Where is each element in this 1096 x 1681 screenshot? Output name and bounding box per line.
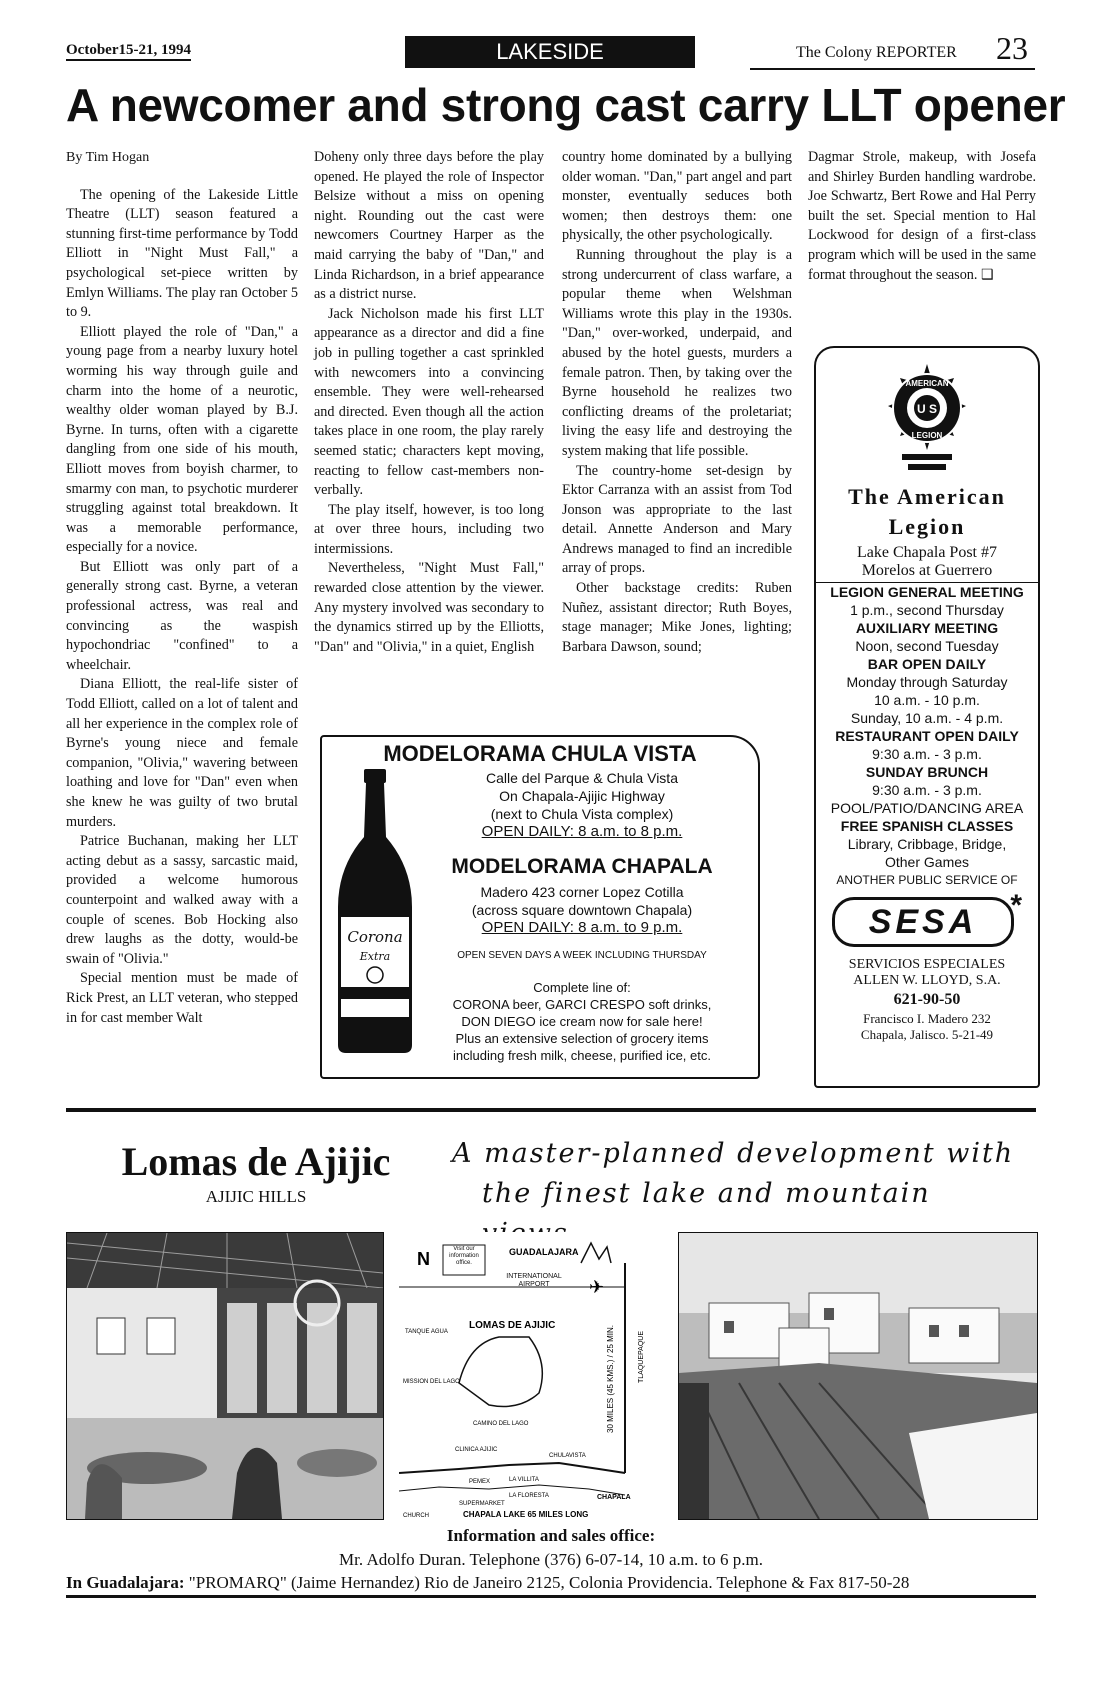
legion-item-title: LEGION GENERAL MEETING [816,582,1038,601]
map-camino-label: CAMINO DEL LAGO [473,1421,529,1427]
address-line: Calle del Parque & Chula Vista [486,770,678,786]
map-lake-label: CHAPALA LAKE 65 MILES LONG [463,1510,589,1519]
interior-photo [66,1232,384,1520]
legion-item-detail: Monday through Saturday [846,674,1008,690]
legion-item-detail: 9:30 a.m. - 3 p.m. [872,746,982,762]
company-city: Chapala, Jalisco. 5-21-49 [860,1027,994,1042]
company-phone: 621-90-50 [893,991,961,1008]
info-office-label: Information and sales office: [446,1526,656,1545]
header-rule [750,68,1035,70]
landscape-photo [678,1232,1038,1520]
legion-item-detail: Other Games [884,854,970,870]
american-legion-ad [814,346,1040,1088]
airport-icon: ✈ [589,1277,605,1297]
map-floresta-label: LA FLORESTA [509,1493,549,1499]
legion-post: Lake Chapala Post #7 [857,544,997,561]
legion-item-detail: 9:30 a.m. - 3 p.m. [872,782,982,798]
legion-item-title: BAR OPEN DAILY [867,656,987,672]
tagline-line-2: the finest lake and mountain [482,1178,931,1209]
legion-emblem-icon [862,362,992,482]
corona-bottle-icon [332,767,418,1057]
open-week-line: OPEN SEVEN DAYS A WEEK INCLUDING THURSDAY [457,950,707,961]
legion-item-detail: Sunday, 10 a.m. - 4 p.m. [850,710,1004,726]
legion-item-title: POOL/PATIO/DANCING AREA [830,800,1024,816]
address-line: (next to Chula Vista complex) [490,806,674,822]
map-chulavista-label: CHULAVISTA [549,1453,586,1459]
paragraph: The play itself, however, is too long at over three hours, including two intermissions. [314,501,544,557]
map-lomas-label: LOMAS DE AJIJIC [469,1320,556,1331]
info-office-text: Information and sales office [446,1526,650,1545]
emblem-top-text: AMERICAN [905,379,949,388]
landscape-photo-image [679,1233,1037,1519]
contact-line: Mr. Adolfo Duran. Telephone (376) 6-07-14, 10 a.m. to 6 p.m. [339,1550,763,1569]
paragraph: Doheny only three days before the play opened. He played the role of Inspector Belsize without a miss on opening night. Rounding out the cast were newcomers Courtney Harper as the maid carrying the baby of "Dan," and Linda Richardson, in a brief appearance as a district nurse. [314,149,544,303]
bottle-label-extra: Extra [359,950,391,963]
guadalajara-line [66,1573,1036,1593]
paragraph: The country-home set-design by Ektor Carranza with an assist from Tod Jonson was appropriate to the last detail. Annette Anderson and Mary Andrews managed to find an incredible array of props. [562,462,792,577]
tagline-line-1: A master-planned development with [452,1138,1015,1169]
map-airport-label: INTERNATIONAL AIRPORT [506,1273,562,1288]
sesa-star-icon: * [1010,889,1022,922]
guadalajara-label: In Guadalajara: [66,1573,185,1592]
public-service-line: ANOTHER PUBLIC SERVICE OF [836,873,1018,887]
company-line-1: SERVICIOS ESPECIALES [848,957,1006,972]
byline: By Tim Hogan [66,150,150,165]
map-visit-note: Visit our information office. [449,1246,479,1266]
modelorama-chapala-title: MODELORAMA CHAPALA [451,855,713,878]
modelorama-chula-vista-title: MODELORAMA CHULA VISTA [383,741,697,766]
paper-name: The Colony REPORTER [796,44,957,61]
article-column-2 [314,148,544,657]
lomas-subtitle: AJIJIC HILLS [205,1187,307,1206]
emblem-bottom-text: LEGION [911,431,943,440]
paragraph: Dagmar Strole, makeup, with Josefa and Shirley Burden handling wardrobe. Joe Schwartz, Bert Rowe and Hal Perry built the set. Special mention to Hal Lockwood for design of a first-class program which will be used in the same format throughout the season. ❑ [808,149,1036,283]
article-column-3 [562,148,792,657]
company-street: Francisco I. Madero 232 [863,1011,991,1026]
product-line: Complete line of: [533,980,631,995]
lomas-title-block [96,1138,416,1207]
bottle-label-corona: Corona [347,928,403,946]
map-mission-label: MISSION DEL LAGO [403,1379,460,1385]
hours-line: OPEN DAILY: 8 a.m. to 9 p.m. [481,919,683,936]
map-guadalajara-label: GUADALAJARA [509,1247,579,1257]
hours-line: OPEN DAILY: 8 a.m. to 8 p.m. [481,823,683,840]
product-line: Plus an extensive selection of grocery items [455,1031,709,1046]
legion-address: Morelos at Guerrero [861,562,993,579]
legion-item-title: RESTAURANT OPEN DAILY [835,728,1019,744]
company-line-2: ALLEN W. LLOYD, S.A. [853,973,1001,988]
legion-name-1: The American [848,484,1006,509]
modelorama-ad [320,735,760,1079]
legion-name-2: Legion [888,514,966,539]
map-tlaquepaque-label: TLAQUEPAQUE [638,1331,645,1383]
guadalajara-detail: "PROMARQ" (Jaime Hernandez) Rio de Janeiro 2125, Colonia Providencia. Telephone & Fax 817-50-28 [188,1573,910,1592]
paragraph: Other backstage credits: Ruben Nuñez, assistant director; Ruth Boyes, stage manager; Mike Jones, lighting; Barbara Dawson, sound; [562,580,792,655]
address-line: On Chapala-Ajijic Highway [499,788,665,804]
paragraph: Running throughout the play is a strong undercurrent of class warfare, a popular theme when Welshman Williams wrote this play in the 1930s. "Dan," over-worked, underpaid, and abused by the hotel guests, murders a female patron. Then, by taking over the Byrne household he realizes two conflicting dreams of the proletariat; living the easy life and destroying the system making that life possible. [562,246,792,459]
paragraph: The opening of the Lakeside Little Theatre (LLT) season featured a stunning first-time performance by Todd Elliott in "Night Must Fall," a psychological set-piece written by Emlyn Williams. The play ran October 5 to 9. [66,186,298,321]
legion-item-title: FREE SPANISH CLASSES [840,818,1014,834]
emblem-center-text: U S [916,402,938,416]
section-banner: LAKESIDE [405,36,695,68]
page-number: 23 [996,30,1028,66]
legion-item-detail: Noon, second Tuesday [855,638,999,654]
map-pemex-label: PEMEX [469,1479,491,1485]
product-line: DON DIEGO ice cream now for sale here! [461,1014,703,1029]
legion-item-detail: 10 a.m. - 10 p.m. [874,692,980,708]
headline: A newcomer and strong cast carry LLT opener [66,79,1066,131]
location-map-svg [399,1233,661,1519]
location-map [398,1232,662,1520]
footer-rule [66,1595,1036,1598]
legion-item-detail: Library, Cribbage, Bridge, [847,836,1007,852]
sesa-logo: SESA [832,897,1014,947]
map-villita-label: LA VILLITA [509,1477,539,1483]
legion-item-detail: 1 p.m., second Thursday [850,602,1004,618]
paragraph: Special mention must be made of Rick Prest, an LLT veteran, who stepped in for cast member Walt [66,970,298,1026]
address-line: Madero 423 corner Lopez Cotilla [480,884,684,900]
address-line: (across square downtown Chapala) [471,902,693,918]
paragraph: country home dominated by a bullying older woman. "Dan," part angel and part monster, eventually seduces both women; then destroys them: one physically, the other psychologically. [562,149,792,244]
map-distance-label: 30 MILES (45 KMS.) / 25 MIN. [606,1324,615,1433]
legion-item-title: AUXILIARY MEETING [855,620,999,636]
product-line: including fresh milk, cheese, purified ice, etc. [453,1048,711,1063]
map-north-label: N [417,1249,430,1269]
article-column-4 [808,148,1036,285]
paragraph: But Elliott was only part of a generally strong cast. Byrne, a veteran professional actress, was real and convincing as the waspish hypochondriac "confined" to a wheelchair. [66,558,298,673]
issue-date: October15-21, 1994 [66,42,191,61]
paragraph: Elliott played the role of "Dan," a young page from a nearby luxury hotel worming his way through guile and charm into the home of a neurotic, wealthy older woman played by B.J. Byrne. In turns, often with a cigarette dangling from one side of his mouth, Elliott moves from boyish charmer, to smarmy con man, to psychotic murderer struggling against total breakdown. It was a memorable performance, especially for a novice. [66,323,298,556]
map-supermarket-label: SUPERMARKET [459,1501,505,1507]
map-church-label: CHURCH [403,1513,429,1519]
article-column-1 [66,148,298,1028]
paragraph: Diana Elliott, the real-life sister of Todd Elliott, called on a lot of talent and all her experience in the complex role of Byrne's young niece and female companion, "Olivia," wavering between loathing and love for "Dan" even when she knew he was guilty of two brutal murders. [66,676,298,830]
lomas-title: Lomas de Ajijic [121,1139,391,1184]
interior-photo-image [67,1233,383,1519]
paragraph: Patrice Buchanan, making her LLT acting debut as a sassy, sarcastic maid, provided a welcome humorous counterpoint and walked away with a couple of scenes. Bob Hocking also drew laughs as the dotty, would-be swain of "Olivia." [66,833,298,967]
paragraph: Nevertheless, "Night Must Fall," rewarded close attention by the viewer. Any mystery involved was secondary to the dynamics stirred up by the Elliotts, "Dan" and "Olivia," in a quiet, English [314,560,544,655]
map-tanque-label: TANQUE AGUA [405,1329,448,1335]
product-line: CORONA beer, GARCI CRESPO soft drinks, [452,997,712,1012]
paragraph: Jack Nicholson made his first LLT appearance as a director and did a fine job in pulling together a cast sprinkled with newcomers into a convincing ensemble. They were well-rehearsed and directed. Even though all the action takes place in one room, the play rarely seemed static; characters kept moving, reacting to fellow cast-members non-verbally. [314,305,544,499]
section-divider [66,1108,1036,1112]
map-clinica-label: CLINICA AJIJIC [455,1447,498,1453]
map-chapala-label: CHAPALA [597,1494,631,1501]
legion-item-title: SUNDAY BRUNCH [865,764,989,780]
